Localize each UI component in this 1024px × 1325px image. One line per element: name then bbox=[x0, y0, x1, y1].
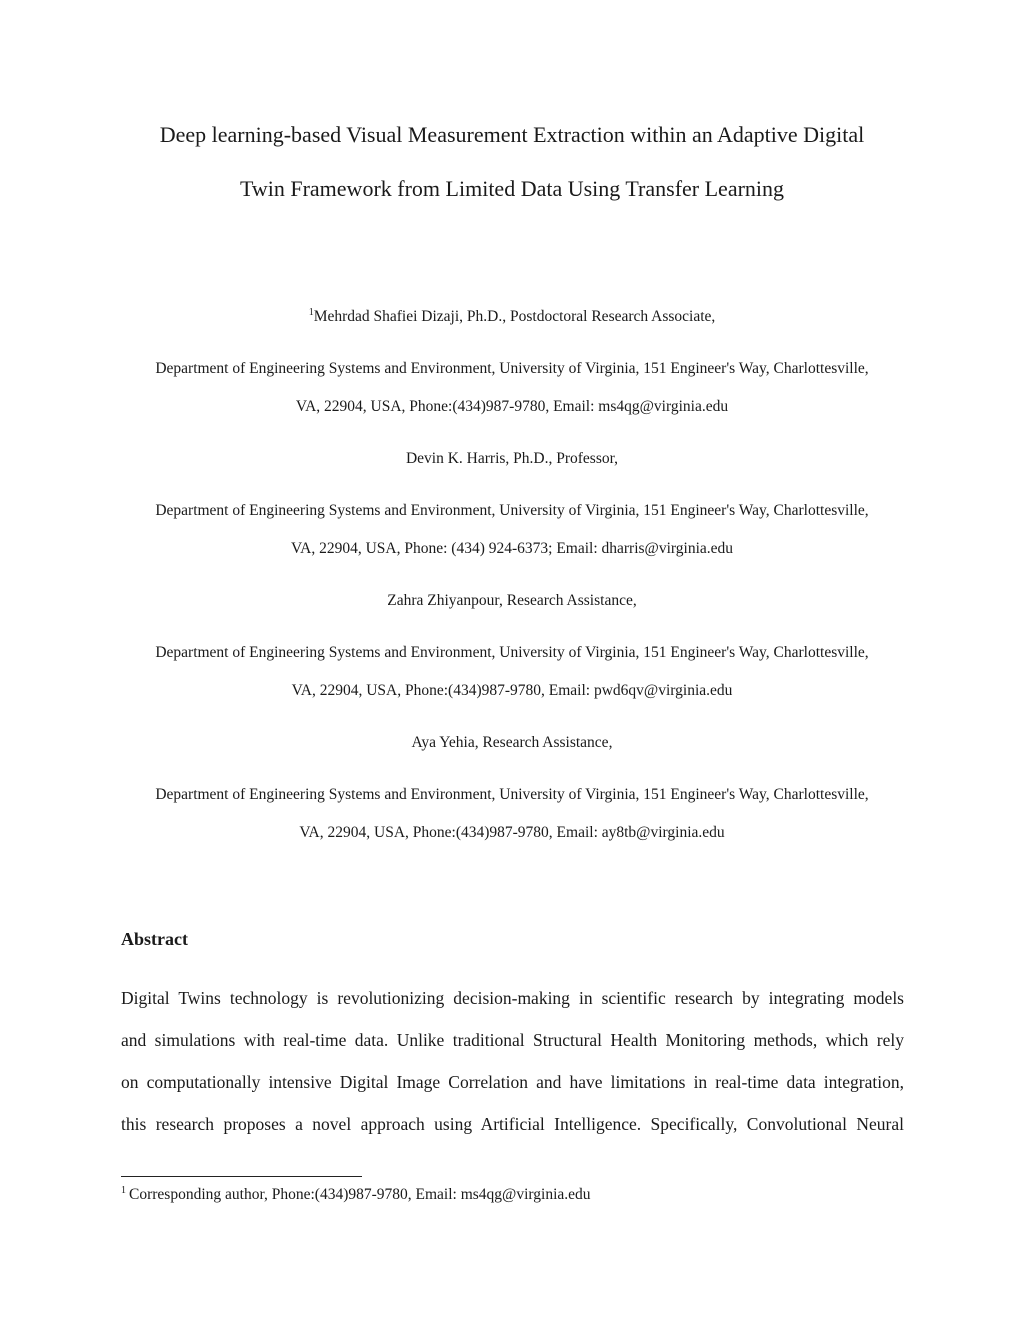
author-1-name bbox=[0, 306, 1024, 325]
author-3-affiliation-line-1: Department of Engineering Systems and Environment, University of Virginia, 151 Engineer's Way, Charlottesville, bbox=[155, 644, 869, 661]
author-3-name: Zahra Zhiyanpour, Research Assistance, bbox=[387, 592, 637, 609]
author-3-affiliation-line-2: VA, 22904, USA, Phone:(434)987-9780, Email: pwd6qv@virginia.edu bbox=[291, 682, 733, 699]
author-2-affiliation-line-2: VA, 22904, USA, Phone: (434) 924-6373; Email: dharris@virginia.edu bbox=[290, 540, 734, 557]
author-1-affiliation-line-1: Department of Engineering Systems and Environment, University of Virginia, 151 Engineer's Way, Charlottesville, bbox=[155, 360, 869, 377]
author-1-affiliation-line-2: VA, 22904, USA, Phone:(434)987-9780, Email: ms4qg@virginia.edu bbox=[295, 398, 729, 415]
abstract-line-3: on computationally intensive Digital Image Correlation and have limitations in real-time data integration, bbox=[121, 1072, 904, 1092]
abstract-line-1: Digital Twins technology is revolutionizing decision-making in scientific research by integrating models bbox=[121, 988, 904, 1008]
footnote bbox=[121, 1184, 591, 1203]
author-1-name-text: Mehrdad Shafiei Dizaji, Ph.D., Postdoctoral Research Associate, bbox=[313, 308, 716, 325]
footnote-divider bbox=[121, 1176, 362, 1177]
footnote-marker: 1 bbox=[121, 1184, 126, 1196]
author-4-affiliation-line-2: VA, 22904, USA, Phone:(434)987-9780, Email: ay8tb@virginia.edu bbox=[299, 824, 725, 841]
abstract-line-2: and simulations with real-time data. Unlike traditional Structural Health Monitoring methods, which rely bbox=[121, 1030, 904, 1050]
author-2-name: Devin K. Harris, Ph.D., Professor, bbox=[405, 450, 619, 467]
paper-title-line-1: Deep learning-based Visual Measurement Extraction within an Adaptive Digital bbox=[159, 122, 865, 147]
author-2-affiliation-line-1: Department of Engineering Systems and Environment, University of Virginia, 151 Engineer's Way, Charlottesville, bbox=[155, 502, 869, 519]
paper-title-line-2: Twin Framework from Limited Data Using Transfer Learning bbox=[239, 176, 785, 201]
author-4-name: Aya Yehia, Research Assistance, bbox=[411, 734, 613, 751]
author-1-marker: 1 bbox=[308, 306, 314, 318]
author-4-affiliation-line-1: Department of Engineering Systems and Environment, University of Virginia, 151 Engineer's Way, Charlottesville, bbox=[155, 786, 869, 803]
footnote-text: Corresponding author, Phone:(434)987-9780, Email: ms4qg@virginia.edu bbox=[129, 1186, 591, 1203]
abstract-line-4: this research proposes a novel approach using Artificial Intelligence. Specifically, Convolutional Neural bbox=[121, 1114, 904, 1134]
abstract-heading: Abstract bbox=[121, 929, 188, 949]
